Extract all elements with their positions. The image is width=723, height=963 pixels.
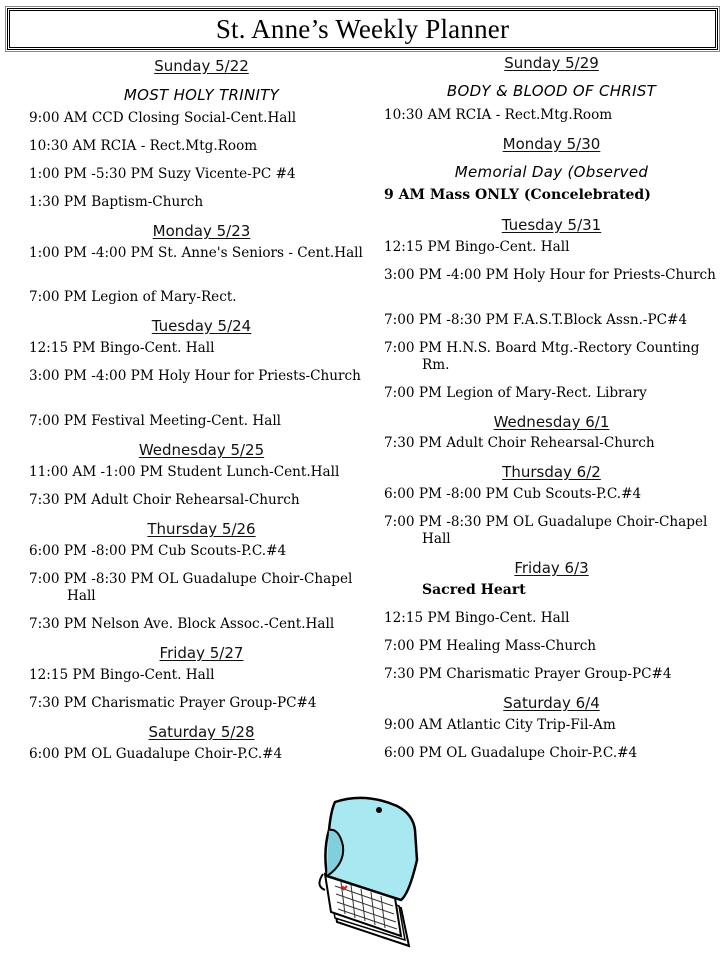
day-heading: Thursday 6/2 — [502, 463, 601, 481]
day-heading: Wednesday 6/1 — [493, 413, 610, 431]
event-item: 7:00 PM Festival Meeting-Cent. Hall — [29, 413, 282, 429]
day-heading: Thursday 5/26 — [147, 520, 256, 538]
event-item: 10:30 AM RCIA - Rect.Mtg.Room — [384, 107, 613, 123]
day-heading: Friday 5/27 — [159, 644, 244, 662]
event-item: 7:30 PM Charismatic Prayer Group-PC#4 — [29, 695, 317, 711]
feast-title: BODY & BLOOD OF CHRIST — [446, 82, 657, 100]
event-item: 7:00 PM H.N.S. Board Mtg.-Rectory Counting Rm. — [384, 340, 700, 373]
event-item: 12:15 PM Bingo-Cent. Hall — [384, 610, 570, 626]
event-item: 3:00 PM -4:00 PM Holy Hour for Priests-Church — [29, 368, 361, 384]
feast-title: Memorial Day (Observed — [454, 163, 649, 181]
event-item: 7:00 PM Legion of Mary-Rect. — [29, 289, 237, 305]
event-item: 7:00 PM -8:30 PM OL Guadalupe Choir-Chapel Hall — [29, 571, 353, 604]
day-heading: Tuesday 5/31 — [501, 216, 602, 234]
day-heading: Saturday 5/28 — [148, 723, 255, 741]
event-item: 12:15 PM Bingo-Cent. Hall — [384, 239, 570, 255]
event-item: 9:00 AM CCD Closing Social-Cent.Hall — [29, 110, 297, 126]
day-heading: Sunday 5/29 — [504, 54, 599, 72]
event-item: 10:30 AM RCIA - Rect.Mtg.Room — [29, 138, 258, 154]
day-heading: Friday 6/3 — [514, 559, 589, 577]
page-title: St. Anne’s Weekly Planner — [215, 13, 510, 44]
event-item: 7:30 PM Adult Choir Rehearsal-Church — [384, 435, 655, 451]
event-item: 7:30 PM Charismatic Prayer Group-PC#4 — [384, 666, 672, 682]
day-heading: Sunday 5/22 — [154, 57, 249, 75]
event-item: 12:15 PM Bingo-Cent. Hall — [29, 340, 215, 356]
event-item: 12:15 PM Bingo-Cent. Hall — [29, 667, 215, 683]
day-heading: Tuesday 5/24 — [151, 317, 252, 335]
event-item: 3:00 PM -4:00 PM Holy Hour for Priests-Church — [384, 267, 716, 283]
event-item: 1:00 PM -4:00 PM St. Anne's Seniors - Cent.Hall — [29, 245, 363, 261]
event-item: 7:30 PM Nelson Ave. Block Assoc.-Cent.Hall — [29, 616, 335, 632]
planner-title-box — [7, 8, 718, 50]
mass-note: 9 AM Mass ONLY (Concelebrated) — [384, 187, 651, 203]
event-item: 9:00 AM Atlantic City Trip-Fil-Am — [384, 717, 616, 733]
feast-note: Sacred Heart — [422, 582, 526, 598]
event-item: 7:00 PM -8:30 PM F.A.S.T.Block Assn.-PC#4 — [384, 312, 688, 328]
event-item: 7:00 PM Healing Mass-Church — [384, 638, 597, 654]
feast-title: MOST HOLY TRINITY — [123, 86, 280, 104]
day-heading: Saturday 6/4 — [503, 694, 600, 712]
event-item: 6:00 PM -8:00 PM Cub Scouts-P.C.#4 — [384, 486, 642, 502]
calendar-icon — [305, 790, 435, 958]
event-item: 6:00 PM OL Guadalupe Choir-P.C.#4 — [384, 745, 638, 761]
event-item: 6:00 PM -8:00 PM Cub Scouts-P.C.#4 — [29, 543, 287, 559]
event-item: 7:30 PM Adult Choir Rehearsal-Church — [29, 492, 300, 508]
event-item: 7:00 PM Legion of Mary-Rect. Library — [384, 385, 647, 401]
event-item: 1:30 PM Baptism-Church — [29, 194, 204, 210]
event-item: 1:00 PM -5:30 PM Suzy Vicente-PC #4 — [29, 166, 296, 182]
day-heading: Monday 5/23 — [152, 222, 251, 240]
event-item: 11:00 AM -1:00 PM Student Lunch-Cent.Hall — [29, 464, 340, 480]
event-item: 6:00 PM OL Guadalupe Choir-P.C.#4 — [29, 746, 283, 762]
day-heading: Wednesday 5/25 — [138, 441, 265, 459]
day-heading: Monday 5/30 — [502, 135, 601, 153]
event-item: 7:00 PM -8:30 PM OL Guadalupe Choir-Chapel Hall — [384, 514, 708, 547]
